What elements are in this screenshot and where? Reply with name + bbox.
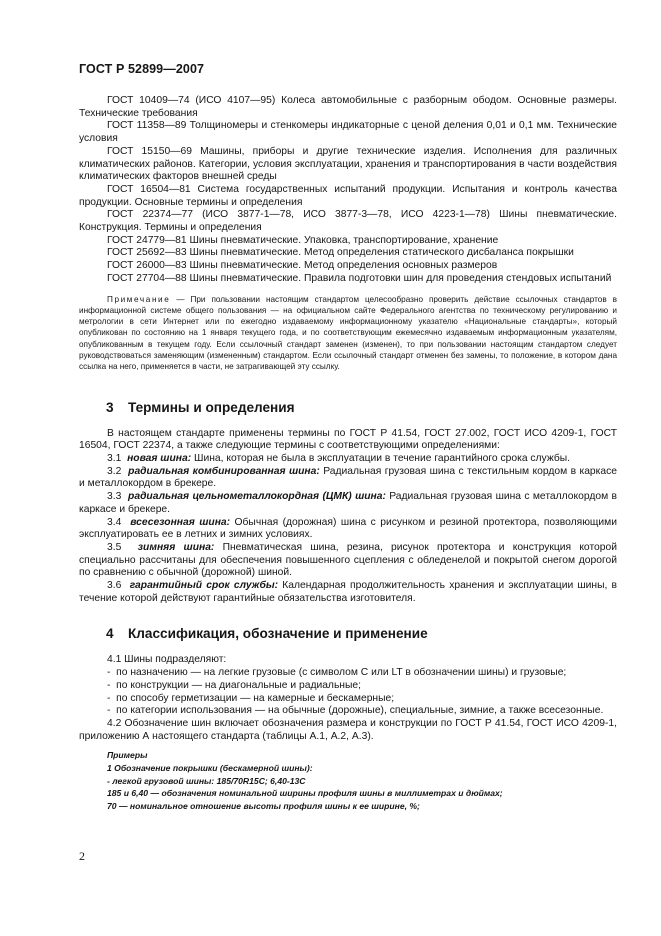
note-paragraph (79, 294, 617, 373)
list-item: - по категории использования — на обычные (дорожные), специальные, зимние, а также всесезонные. (107, 705, 604, 717)
page-content (79, 95, 617, 812)
clause-4-2: 4.2 Обозначение шин включает обозначения размера и конструкции по ГОСТ Р 41.54, ГОСТ ИСО 4209-1, приложению А настоящего стандарта (таблицы А.1, А.2, А.3). (79, 717, 617, 742)
term-definition: Пневматическая шина, резина, рисунок протектора и конструкция которой специально рассчитаны для обеспечения повышенного сцепления с обледенелой и покрытой снегом дорогой по сравнению с обычной (дорожной) шиной. (79, 541, 617, 579)
term-name: радиальная комбинированная шина: (128, 465, 320, 477)
ref-item: ГОСТ 24779—81 Шины пневматические. Упаковка, транспортирование, хранение (107, 234, 499, 246)
examples-title: Примеры (107, 750, 148, 761)
section-3-intro: В настоящем стандарте применены термины по ГОСТ Р 41.54, ГОСТ 27.002, ГОСТ ИСО 4209-1, ГОСТ 16504, ГОСТ 22374, а также следующие термины с соответствующими определениями: (79, 427, 617, 452)
term-definition: Календарная продолжительность хранения и эксплуатации шины, в течение которой действуют гарантийные обязательства изготовителя. (79, 580, 617, 604)
ref-item: ГОСТ 26000—83 Шины пневматические. Метод определения основных размеров (107, 260, 498, 272)
term-name: всесезонная шина: (130, 516, 231, 528)
term-definition: Радиальная грузовая шина с металлокордом в каркасе и брекере. (79, 491, 617, 515)
term-item: 3.3 радиальная цельнометаллокордная (ЦМК) шина: Радиальная грузовая шина с металлокордом в каркасе и брекере. (79, 491, 617, 515)
term-item: 3.5 зимняя шина: Пневматическая шина, резина, рисунок протектора и конструкция которой специально рассчитаны для обеспечения повышенного сцепления с обледенелой и покрытой снегом дорогой по сравнению с обычной (дорожной) шиной. (79, 541, 617, 579)
section-3-number: 3 (106, 399, 114, 415)
note-text: — При пользовании настоящим стандартом целесообразно проверить действие ссылочных стандартов в информационной системе общего пользования — на официальном сайте Федерального агентства по техническому регулированию и метрологии в сети Интернет или по ежегодно издаваемому информационному указателю «Национальные стандарты», который опубликован по состоянию на 1 января текущего года, и по соответствующим ежемесячно издаваемым информационным указателям, опубликованным в текущем году. Если ссылочный стандарт заменен (изменен), то при пользовании настоящим стандартом следует руководствоваться заменяющим (измененным) стандартом. Если ссылочный стандарт отменен без замены, то положение, в котором дана ссылка на него, применяется в части, не затрагивающей эту ссылку. (79, 294, 617, 372)
example-line: 185 и 6,40 — обозначения номинальной ширины профиля шины в миллиметрах и дюймах; (107, 788, 503, 799)
ref-item: ГОСТ 15150—69 Машины, приборы и другие технические изделия. Исполнения для различных климатических районов. Категории, условия эксплуатации, хранения и транспортирования в части воздействия климатических факторов внешней среды (79, 145, 617, 183)
term-name: гарантийный срок службы: (129, 580, 279, 592)
list-item: - по способу герметизации — на камерные и бескамерные; (107, 692, 395, 704)
example-line: 1 Обозначение покрышки (бескамерной шины): (107, 762, 313, 773)
ref-item: ГОСТ 25692—83 Шины пневматические. Метод определения статического дисбаланса покрышки (107, 247, 574, 259)
term-item: 3.4 всесезонная шина: Обычная (дорожная) шина с рисунком и резиной протектора, позволяющими эксплуатировать ее в летних и зимних условиях. (79, 516, 617, 541)
normative-references (79, 95, 617, 286)
section-3-title: Термины и определения (128, 399, 295, 415)
clause-4-1: 4.1 Шины подразделяют: (107, 654, 227, 666)
ref-item: ГОСТ 27704—88 Шины пневматические. Правила подготовки шин для проведения стендовых испытаний (107, 272, 612, 284)
term-definition: Радиальная грузовая шина с текстильным кордом в каркасе и металлокордом в брекере. (79, 465, 617, 490)
term-name: зимняя шина: (137, 541, 215, 553)
term-definition: Обычная (дорожная) шина с рисунком и резиной протектора, позволяющими эксплуатировать ее в летних и зимних условиях. (79, 516, 617, 541)
ref-item: ГОСТ 11358—89 Толщиномеры и стенкомеры индикаторные с ценой деления 0,01 и 0,1 мм. Технические условия (79, 120, 617, 145)
example-line: 70 — номинальное отношение высоты профиля шины к ее ширине, %; (107, 800, 420, 811)
term-item: 3.6 гарантийный срок службы: Календарная продолжительность хранения и эксплуатации шины, в течение которой действуют гарантийные обязательства изготовителя. (79, 580, 617, 604)
ref-item: ГОСТ 16504—81 Система государственных испытаний продукции. Испытания и контроль качества продукции. Основные термины и определения (79, 183, 617, 208)
page-number: 2 (79, 849, 85, 863)
section-4-heading (79, 625, 617, 642)
ref-item: ГОСТ 10409—74 (ИСО 4107—95) Колеса автомобильные с разборным ободом. Основные размеры. Технические требования (79, 95, 617, 119)
term-item: 3.2 радиальная комбинированная шина: Радиальная грузовая шина с текстильным кордом в каркасе и металлокордом в брекере. (79, 465, 617, 490)
section-4-title: Классификация, обозначение и применение (128, 626, 428, 642)
term-name: новая шина: (127, 453, 192, 465)
section-3-heading (79, 399, 617, 416)
example-line: - легкой грузовой шины: 185/70R15C; 6,40-13C (107, 775, 306, 786)
list-item: - по назначению — на легкие грузовые (с символом С или LT в обозначении шины) и грузовые; (107, 667, 567, 679)
term-item: 3.1 новая шина: Шина, которая не была в эксплуатации в течение гарантийного срока службы. (107, 453, 570, 465)
section-4-number: 4 (106, 626, 114, 642)
term-name: радиальная цельнометаллокордная (ЦМК) шина: (128, 491, 386, 503)
list-item: - по конструкции — на диагональные и радиальные; (107, 679, 361, 691)
ref-item: ГОСТ 22374—77 (ИСО 3877-1—78, ИСО 3877-3—78, ИСО 4223-1—78) Шины пневматические. Конструкция. Термины и определения (79, 209, 617, 234)
page-header: ГОСТ Р 52899—2007 (79, 62, 205, 76)
note-label: Примечание (107, 294, 171, 304)
term-definition: Шина, которая не была в эксплуатации в течение гарантийного срока службы. (194, 453, 570, 465)
